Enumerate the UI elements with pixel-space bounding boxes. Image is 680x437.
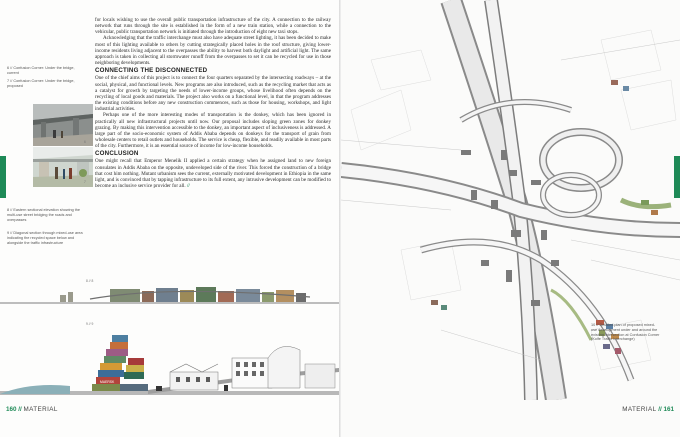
section-label-9: 9 // 9 [86,322,94,326]
paragraph-5 [95,158,331,189]
left-page [0,0,339,437]
right-page-number: 161 [663,406,674,413]
right-footer [622,406,674,413]
left-footer-title: MATERIAL [23,406,58,413]
caption-7: 7 // Confusion Corner: Under the bridge, proposed [7,79,75,88]
body-text-column [95,17,331,189]
left-footer [6,406,58,413]
left-page-number: 160 [6,406,17,413]
left-footer-separator: // [18,406,22,413]
caption-10: 10 // Detailed plan of proposed mixed-use development under and around the existing intersection at Confusion Corner (Kolfe Traffic Interchange) [591,323,660,342]
caption-8: 8 // Eastern sectional elevation showing the multi-use street bridging the roads and overpasses [7,208,81,222]
eastern-sectional-elevation [0,283,339,307]
paragraph-4: Perhaps one of the more interesting modes of transportation is the donkey, which has been ignored in practically all new infrastructural projects until now. Our proposal includes sloping green zones for donkey grazing. By making this intervention accessible to the donkey, an important aspect of inclusiveness is addressed. A large part of the socio-economic system of Addis Ababa depends on donkeys for the transport of grain from wholesale centers to retail outlets and households. The service is cheap, flexible, and readily available in most parts of the city. Furthermore, it is an essential source of income for low-income households. [95,112,331,150]
section-label-8: 8 // 8 [86,279,94,283]
right-footer-title: MATERIAL [622,406,657,413]
caption-9: 9 // Diagonal section through mixed-use area indicating the recycled space below and alongside the traffic infrastructure [7,231,83,245]
heading-conclusion: CONCLUSION [95,150,139,158]
diagonal-section [0,328,339,404]
photo-label-7: 7 [84,180,86,184]
paragraph-1: for locals wishing to use the overall public transportation infrastructure of the city. A connection to the railway network that runs through the site is established in the form of a new train station, while a connection to the vehicular, public transportation network is initiated through the introduction of eight new taxi stops. [95,17,331,36]
chapter-tab-left [0,156,6,198]
paragraph-2: Acknowledging that the traffic interchange must also have adequate street lighting, it has been decided to make most of this lighting available to others by cutting strategically placed holes in the roof structure, giving lower-income residents living adjacent to the overpasses the ability to harvest both daylight and artificial light. The same approach is taken in collecting all stormwater runoff from the overpasses to set it can be recycled for use in those neighboring developments. [95,35,331,67]
right-page [341,0,680,437]
photo-label-6: 6 [84,140,86,144]
heading-connecting: CONNECTING THE DISCONNECTED [95,67,208,75]
paragraph-5-text: One might recall that Emperor Menelik II applied a certain strategy when he assigned land to new foreign consulates in Addis Ababa on the opposite, undeveloped side of the river. This forced the construction of a bridge that cost him nothing. Mutant urbanism sees the current, externally motivated development in Ethiopia in the same light, and is convinced that by tapping infrastructure to its full extent, any intrusive development can be modified to become an inclusive service provider for all. [95,158,331,190]
right-footer-separator: // [658,406,662,413]
end-mark: // [186,183,190,190]
paragraph-3: One of the chief aims of this project is to connect the four quarters separated by the intersecting roadways – at the social, physical, and functional levels. New programs are also introduced, such as the recycling market that acts as a catalyst for growth by targeting the needs of lower-income groups, whose livelihood often depends on the recycling of local goods and materials. The project also works on a functional level, in that the program addresses the existing conditions before any new construction commences, such as those for housing, workshops, and light industrial activities. [95,75,331,113]
caption-6: 6 // Confusion Corner: Under the bridge, current [7,66,75,75]
container-label: MAERSK [100,380,115,384]
